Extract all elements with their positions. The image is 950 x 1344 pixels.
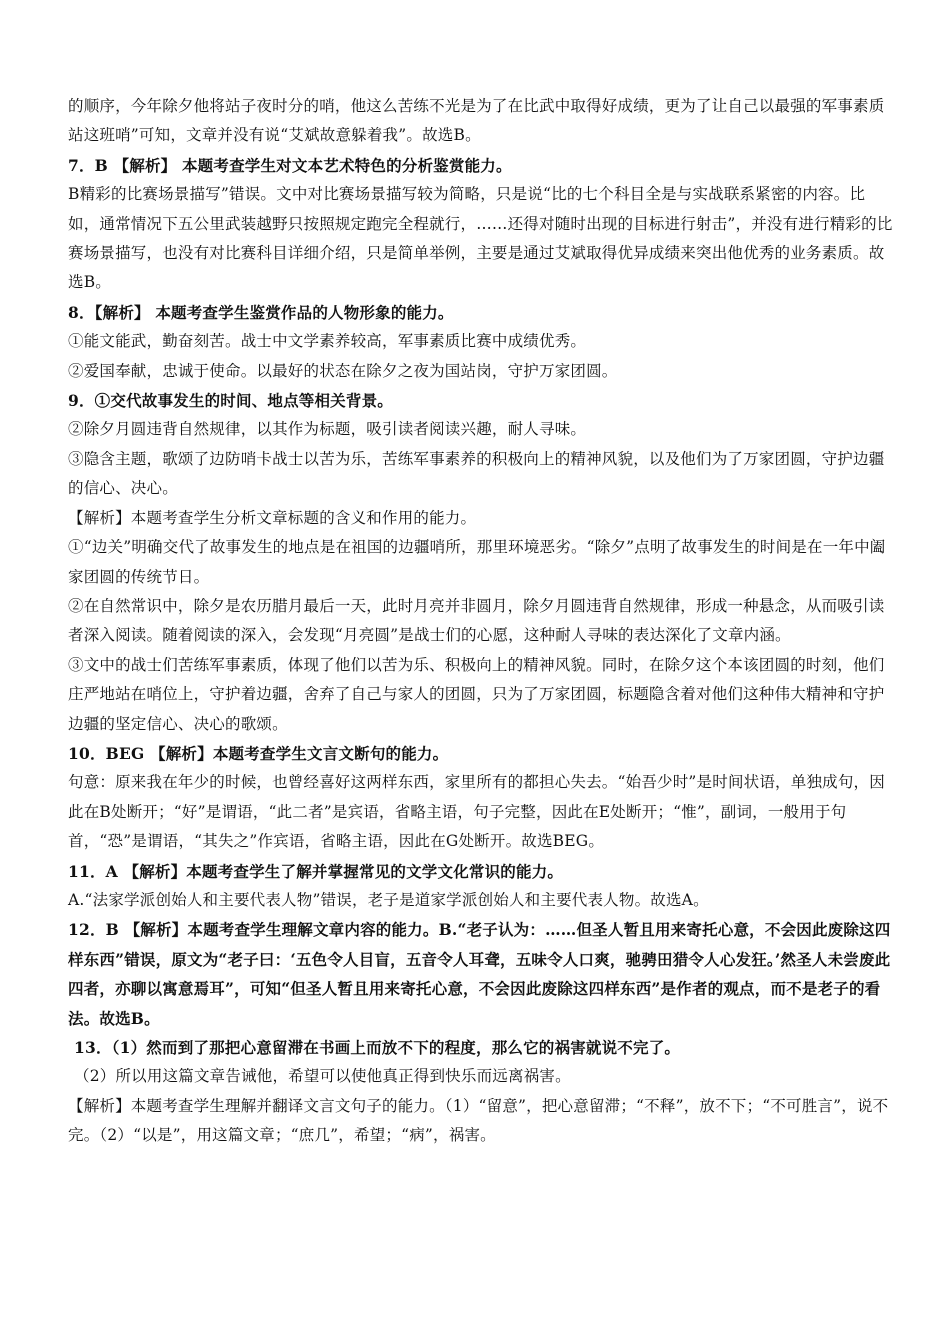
- answer-8-header: 8．【解析】 本题考查学生鉴赏作品的人物形象的能力。: [68, 302, 454, 322]
- document-page: [68, 92, 894, 1151]
- answer-8-point-1: ①能文能武，勤奋刻苦。战士中文学素养较高，军事素质比赛中成绩优秀。: [68, 332, 587, 351]
- answer-9-point-1: 9．①交代故事发生的时间、地点等相关背景。: [68, 391, 393, 411]
- answer-13-point-1: 13．（1）然而到了那把心意留滞在书画上而放不下的程度，那么它的祸害就说不完了。: [74, 1038, 681, 1057]
- answer-8-point-2: ②爱国奉献，忠诚于使命。以最好的状态在除夕之夜为国站岗，守护万家团圆。: [68, 361, 618, 380]
- answer-12-body: 12．B 【解析】本题考查学生理解文章内容的能力。B.“老子认为：……但圣人暂且用来寄托心意，不会因此废除这四样东西”错误，原文为“老子曰：‘五色令人目盲，五音令人耳聋，五味令人口爽，驰骋田猎令人心发狂。’然圣人未尝废此四者，亦聊以寓意焉耳”，可知“但圣人暂且用来寄托心意，不会因此废除这四样东西”是作者的观点，而不是老子的看法。故选B。: [68, 920, 891, 1028]
- answer-9-analysis-1: ①“边关”明确交代了故事发生的地点是在祖国的边疆哨所，那里环境恶劣。“除夕”点明了故事发生的时间是在一年中阖家团圆的传统节日。: [68, 538, 886, 586]
- answer-10-header: 10．BEG 【解析】本题考查学生文言文断句的能力。: [68, 743, 449, 763]
- answer-13-point-2: （2）所以用这篇文章告诫他，希望可以使他真正得到快乐而远离祸害。: [74, 1067, 571, 1086]
- answer-9-analysis-3: ③文中的战士们苦练军事素质，体现了他们以苦为乐、积极向上的精神风貌。同时，在除夕这个本该团圆的时刻，他们庄严地站在哨位上，守护着边疆，舍弃了自己与家人的团圆，只为了万家团圆，标题隐含着对他们这种伟大精神和守护边疆的坚定信心、决心的歌颂。: [68, 655, 885, 733]
- text-paragraph: 的顺序，今年除夕他将站子夜时分的哨，他这么苦练不光是为了在比武中取得好成绩，更为了让自己以最强的军事素质站这班哨”可知，文章并没有说“艾斌故意躲着我”。故选B。: [68, 97, 885, 145]
- answer-11-body: A.“法家学派创始人和主要代表人物”错误，老子是道家学派创始人和主要代表人物。故选A。: [68, 890, 709, 909]
- answer-9-analysis-header: 【解析】本题考查学生分析文章标题的含义和作用的能力。: [68, 508, 477, 527]
- answer-10-body: 句意：原来我在年少的时候，也曾经喜好这两样东西，家里所有的都担心失去。“始吾少时”是时间状语，单独成句，因此在B处断开；“好”是谓语，“此二者”是宾语，省略主语，句子完整，因此在E处断开；“惟”，副词，一般用于句首，“恐”是谓语，“其失之”作宾语，省略主语，因此在G处断开。故选BEG。: [68, 773, 885, 851]
- answer-9-point-3: ③隐含主题，歌颂了边防哨卡战士以苦为乐，苦练军事素养的积极向上的精神风貌，以及他们为了万家团圆，守护边疆的信心、决心。: [68, 449, 885, 498]
- answer-13-analysis: 【解析】本题考查学生理解并翻译文言文句子的能力。（1）“留意”，把心意留滞；“不释”，放不下；“不可胜言”，说不完。（2）“以是”，用这篇文章；“庶几”，希望；“病”，祸害。: [68, 1096, 889, 1145]
- answer-11-header: 11．A 【解析】本题考查学生了解并掌握常见的文学文化常识的能力。: [68, 861, 564, 881]
- answer-7-body: B精彩的比赛场景描写”错误。文中对比赛场景描写较为简略，只是说“比的七个科目全是与实战联系紧密的内容。比如，通常情况下五公里武装越野只按照规定跑完全程就行，……还得对随时出现的目标进行射击”，并没有进行精彩的比赛场景描写，也没有对比赛科目详细介绍，只是简单举例，主要是通过艾斌取得优异成绩来突出他优秀的业务素质。故选B。: [68, 185, 893, 292]
- answer-7-header: 7．B 【解析】 本题考查学生对文本艺术特色的分析鉴赏能力。: [68, 155, 512, 175]
- answer-9-analysis-2: ②在自然常识中，除夕是农历腊月最后一天，此时月亮并非圆月，除夕月圆违背自然规律，形成一种悬念，从而吸引读者深入阅读。随着阅读的深入，会发现“月亮圆”是战士们的心愿，这种耐人寻味的表达深化了文章内涵。: [68, 596, 885, 645]
- answer-9-point-2: ②除夕月圆违背自然规律，以其作为标题，吸引读者阅读兴趣，耐人寻味。: [68, 420, 587, 439]
